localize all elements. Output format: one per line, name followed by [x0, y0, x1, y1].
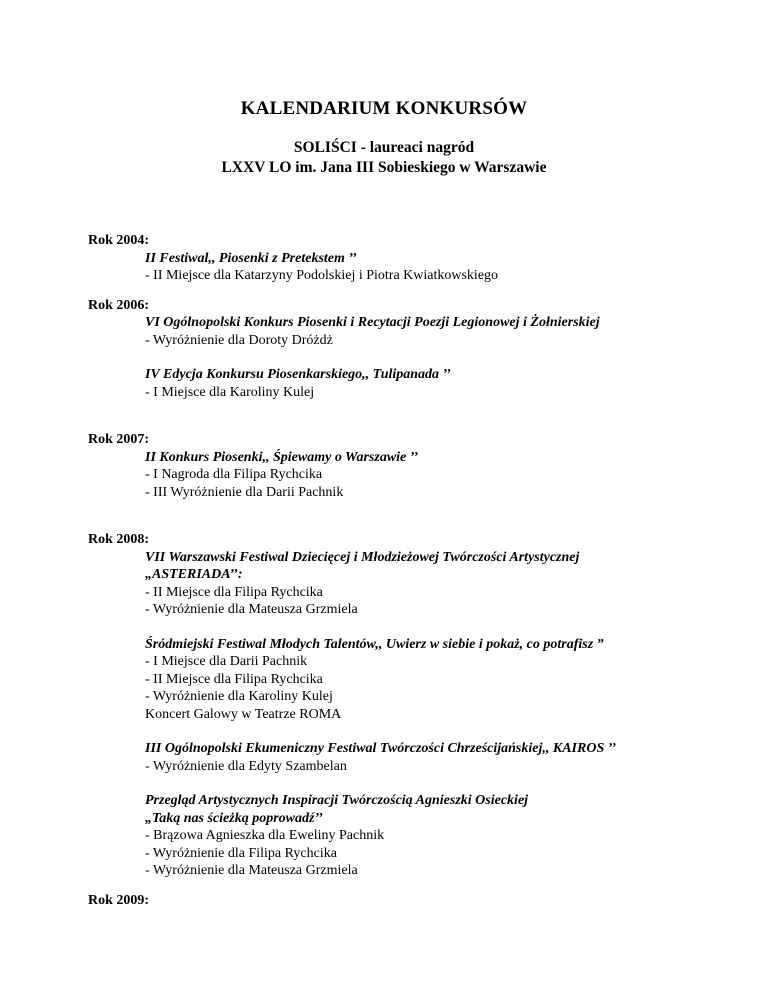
award-line: - II Miejsce dla Filipa Rychcika — [145, 584, 323, 600]
contest-entry — [145, 740, 748, 775]
contest-name: VII Warszawski Festiwal Dziecięcej i Młodzieżowej Twórczości Artystycznej — [145, 549, 580, 565]
year-heading: Rok 2008: — [88, 532, 150, 547]
award-line: Koncert Galowy w Teatrze ROMA — [145, 706, 342, 722]
award-line: - II Miejsce dla Filipa Rychcika — [145, 671, 323, 687]
award-line: - I Miejsce dla Darii Pachnik — [145, 654, 308, 669]
contest-name: „ASTERIADA’’: — [145, 567, 243, 582]
award-line: - III Wyróżnienie dla Darii Pachnik — [145, 484, 344, 500]
year-heading: Rok 2009: — [88, 892, 150, 908]
contest-entry — [145, 636, 748, 724]
contest-entry — [145, 449, 748, 502]
award-line: - II Miejsce dla Katarzyny Podolskiej i Piotra Kwiatkowskiego — [145, 268, 499, 283]
award-line: - I Nagroda dla Filipa Rychcika — [145, 467, 323, 482]
award-line: - I Miejsce dla Karoliny Kulej — [145, 384, 315, 400]
contest-entry — [145, 314, 748, 349]
contest-entry — [145, 250, 748, 285]
year-heading: Rok 2004: — [88, 233, 150, 248]
contest-entry — [145, 549, 748, 619]
contest-calendar — [88, 232, 748, 909]
contest-name: III Ogólnopolski Ekumeniczny Festiwal Twórczości Chrześcijańskiej,, KAIROS ’’ — [145, 741, 617, 756]
contest-name: Przegląd Artystycznych Inspiracji Twórczością Agnieszki Osieckiej — [145, 793, 529, 808]
contest-name: „Taką nas ścieżką poprowadź’’ — [145, 810, 323, 826]
award-line: - Wyróżnienie dla Mateusza Grzmiela — [145, 863, 358, 878]
award-line: - Brązowa Agnieszka dla Eweliny Pachnik — [145, 828, 385, 843]
contest-name: II Festiwal,, Piosenki z Pretekstem ’’ — [145, 250, 357, 266]
year-heading: Rok 2007: — [88, 432, 150, 447]
award-line: - Wyróżnienie dla Filipa Rychcika — [145, 845, 337, 861]
award-line: - Wyróżnienie dla Mateusza Grzmiela — [145, 602, 358, 617]
subtitle-line-1: SOLIŚCI - laureaci nagród — [293, 139, 475, 156]
contest-entry — [145, 792, 748, 880]
contest-name: IV Edycja Konkursu Piosenkarskiego,, Tulipanada ’’ — [145, 367, 451, 382]
contest-name: Śródmiejski Festiwal Młodych Talentów,, Uwierz w siebie i pokaż, co potrafisz ” — [145, 636, 604, 652]
contest-name: II Konkurs Piosenki,, Śpiewamy o Warszawie ’’ — [145, 449, 419, 465]
contest-entry — [145, 366, 748, 401]
contest-name: VI Ogólnopolski Konkurs Piosenki i Recytacji Poezji Legionowej i Żołnierskiej — [145, 315, 600, 330]
year-heading: Rok 2006: — [88, 297, 150, 313]
page-subtitle — [0, 138, 768, 178]
award-line: - Wyróżnienie dla Doroty Dróżdż — [145, 332, 333, 348]
page-title: KALENDARIUM KONKURSÓW — [240, 98, 528, 119]
award-line: - Wyróżnienie dla Edyty Szambelan — [145, 758, 347, 774]
subtitle-line-2: LXXV LO im. Jana III Sobieskiego w Warszawie — [221, 159, 547, 176]
award-line: - Wyróżnienie dla Karoliny Kulej — [145, 689, 333, 704]
